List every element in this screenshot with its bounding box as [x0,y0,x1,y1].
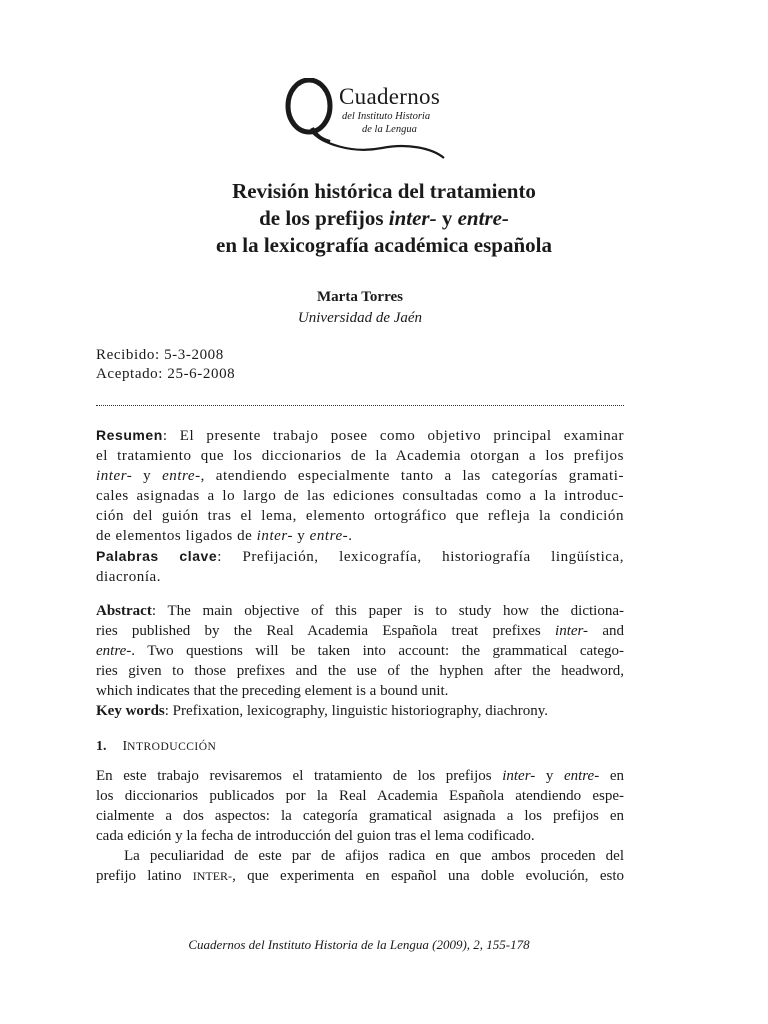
title-line-3: en la lexicografía académica española [216,233,552,257]
resumen-text: el tratamiento que los diccionarios de la Academia otorgan a los prefijos [96,448,624,464]
body-text: prefijo latino [96,868,193,884]
body-text: y [535,768,564,784]
section-title-initial: I [122,739,128,754]
resumen-text: ción del guión tras el lema, elemento ortográfico que refleja la condición [96,508,624,524]
body-text: los diccionarios publicados por la Real Academia Española atendiendo espe- [96,788,624,804]
abstract-paragraph [96,601,624,721]
received-date: Recibido: 5-3-2008 [96,347,224,363]
dotted-divider [96,405,624,406]
body-text: en [599,768,624,784]
title-prefix-inter: inter- [388,206,437,230]
abstract-text: : The main objective of this paper is to study how the dictiona- [151,603,624,619]
palabras-clave-text: : Prefijación, lexicografía, historiografía lingüística, [217,549,625,565]
accepted-date: Aceptado: 25-6-2008 [96,366,236,382]
resumen-text: y [293,528,310,544]
body-prefix: entre- [563,768,600,784]
abstract-prefix: inter- [555,623,589,639]
body-text: cada edición y la fecha de introducción del guion tras el lema codificado. [96,828,535,844]
body-text: En este trabajo revisaremos el tratamiento de los prefijos [96,768,503,784]
journal-subtitle-2: de la Lengua [362,124,417,135]
section-heading [96,739,216,755]
body-text: La peculiaridad de este par de afijos radica en que ambos proceden del [124,848,624,864]
resumen-text: , atendiendo especialmente tanto a las categorías gramati- [200,468,624,484]
section-number: 1. [96,739,107,754]
palabras-clave-text: diacronía. [96,569,162,585]
resumen-text: : El presente trabajo posee como objetivo principal examinar [162,428,624,444]
resumen-text: de elementos ligados de [96,528,257,544]
author-name: Marta Torres [317,289,403,305]
latin-prefix: INTER- [192,869,233,883]
abstract-label: Abstract [96,603,152,619]
page-footer-citation: Cuadernos del Instituto Historia de la Lengua (2009), 2, 155-178 [188,937,530,952]
resumen-prefix: entre- [162,468,201,484]
paper-title [0,178,768,259]
author-affiliation: Universidad de Jaén [297,310,423,326]
resumen-text: cales asignadas a lo largo de las ediciones consultadas como a la introduc- [96,488,624,504]
abstract-text: and [588,623,624,639]
abstract-text: which indicates that the preceding element is a bound unit. [96,683,449,699]
title-text: de los prefijos [259,206,389,230]
abstract-prefix: entre- [96,643,132,659]
abstract-text: ries given to those prefixes and the use of the hyphen after the headword, [96,663,624,679]
title-line-2 [0,205,768,232]
introduction-paragraph [96,766,624,886]
abstract-text: ries published by the Real Academia Española treat prefixes [96,623,556,639]
body-text: , que experimenta en español una doble evolución, esto [232,868,624,884]
journal-logo [282,78,452,166]
palabras-clave-label: Palabras clave [96,548,218,564]
resumen-prefix: inter- [96,468,133,484]
title-text: y [436,206,458,230]
resumen-paragraph [96,425,624,587]
title-prefix-entre: entre- [457,206,509,230]
resumen-prefix: inter- [256,528,293,544]
section-title [123,739,217,754]
body-text: cialmente a dos aspectos: la categoría gramatical asignada a los prefijos en [96,808,624,824]
body-prefix: inter- [502,768,536,784]
journal-subtitle-1: del Instituto Historia [342,111,431,122]
abstract-text: . Two questions will be taken into account: the grammatical catego- [131,643,624,659]
resumen-prefix: entre- [309,528,349,544]
resumen-label: Resumen [96,427,163,443]
submission-dates [96,346,235,384]
resumen-text: y [132,468,163,484]
title-line-1: Revisión histórica del tratamiento [232,179,536,203]
key-words-label: Key words [96,703,165,719]
journal-name: Cuadernos [339,84,441,109]
section-title-rest: NTRODUCCIÓN [127,741,217,753]
key-words-text: : Prefixation, lexicography, linguistic historiography, diachrony. [164,703,548,719]
resumen-text: . [348,528,353,544]
